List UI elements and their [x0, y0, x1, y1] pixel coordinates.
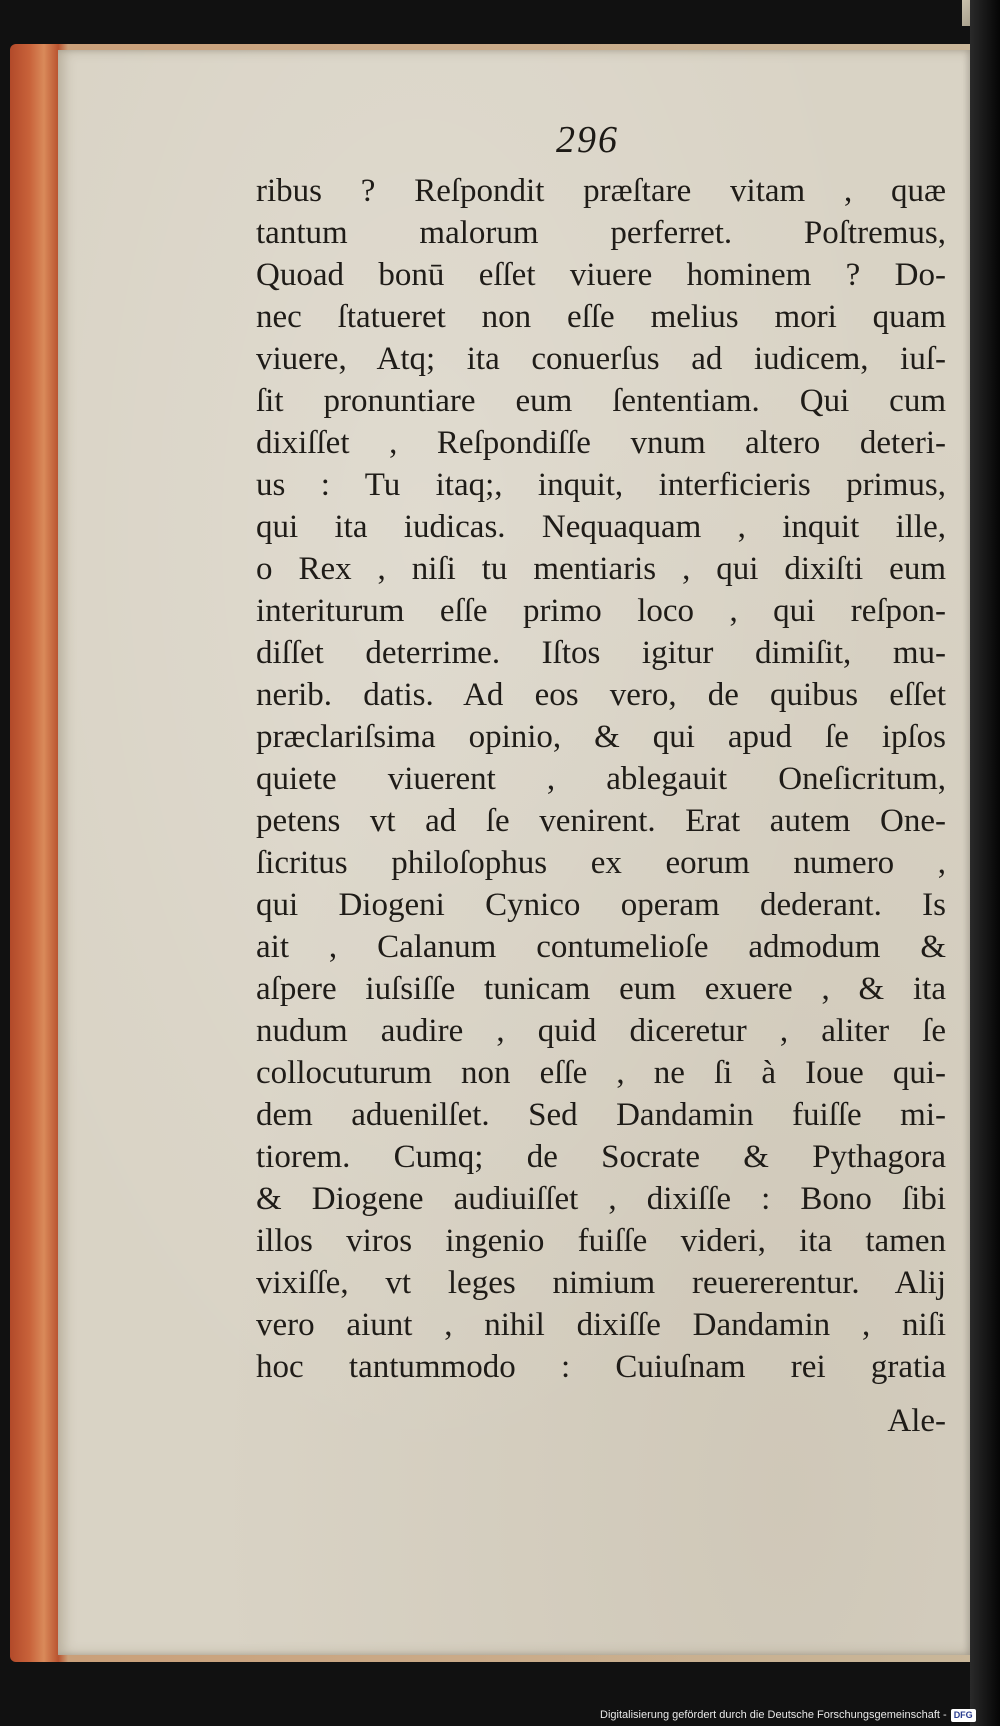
- text-line: tiorem. Cumq; de Socrate & Pythagora: [256, 1139, 946, 1175]
- text-line: ait , Calanum contumelioſe admodum &: [256, 929, 946, 965]
- text-line: ribus ? Reſpondit præſtare vitam , quæ: [256, 173, 946, 209]
- catchword: Ale-: [887, 1403, 946, 1439]
- footer-credit: [600, 1706, 973, 1724]
- text-line: qui Diogeni Cynico operam dederant. Is: [256, 887, 946, 923]
- text-line: collocuturum non eſſe , ne ſi à Ioue qui-: [256, 1055, 946, 1091]
- text-line: aſpere iuſsiſſe tunicam eum exuere , & ita: [256, 971, 946, 1007]
- text-line: qui ita iudicas. Nequaquam , inquit ille,: [256, 509, 946, 545]
- text-line: viuere, Atq; ita conuerſus ad iudicem, iuſ-: [256, 341, 946, 377]
- text-line: quiete viuerent , ablegauit Oneſicritum,: [256, 761, 946, 797]
- text-line: petens vt ad ſe venirent. Erat autem One-: [256, 803, 946, 839]
- text-line: vero aiunt , nihil dixiſſe Dandamin , niſi: [256, 1307, 946, 1343]
- text-line: nerib. datis. Ad eos vero, de quibus eſſet: [256, 677, 946, 713]
- text-line: nudum audire , quid diceretur , aliter ſe: [256, 1013, 946, 1049]
- right-binding: [970, 0, 1000, 1726]
- text-line: illos viros ingenio fuiſſe videri, ita tamen: [256, 1223, 946, 1259]
- text-line: ſicritus philoſophus ex eorum numero ,: [256, 845, 946, 881]
- text-line: dixiſſet , Reſpondiſſe vnum altero deteri-: [256, 425, 946, 461]
- text-line: diſſet deterrime. Iſtos igitur dimiſit, mu-: [256, 635, 946, 671]
- text-line: & Diogene audiuiſſet , dixiſſe : Bono ſibi: [256, 1181, 946, 1217]
- text-line: o Rex , niſi tu mentiaris , qui dixiſti eum: [256, 551, 946, 587]
- text-line: Quoad bonū eſſet viuere hominem ? Do-: [256, 257, 946, 293]
- text-line: ſit pronuntiare eum ſententiam. Qui cum: [256, 383, 946, 419]
- dfg-logo: DFG: [951, 1709, 976, 1722]
- text-line: tantum malorum perferret. Poſtremus,: [256, 215, 946, 251]
- text-line: interiturum eſſe primo loco , qui reſpon-: [256, 593, 946, 629]
- footer-credit-text: Digitalisierung gefördert durch die Deutsche Forschungsgemeinschaft -: [600, 1709, 947, 1721]
- text-line: dem aduenilſet. Sed Dandamin fuiſſe mi-: [256, 1097, 946, 1133]
- text-line: us : Tu itaq;, inquit, interficieris primus,: [256, 467, 946, 503]
- text-line: hoc tantummodo : Cuiuſnam rei gratia: [256, 1349, 946, 1385]
- text-block: [256, 170, 946, 1388]
- text-line: vixiſſe, vt leges nimium reuererentur. Alij: [256, 1265, 946, 1301]
- text-line: nec ſtatueret non eſſe melius mori quam: [256, 299, 946, 335]
- text-line: præclariſsima opinio, & qui apud ſe ipſos: [256, 719, 946, 755]
- page-number: 296: [556, 119, 619, 161]
